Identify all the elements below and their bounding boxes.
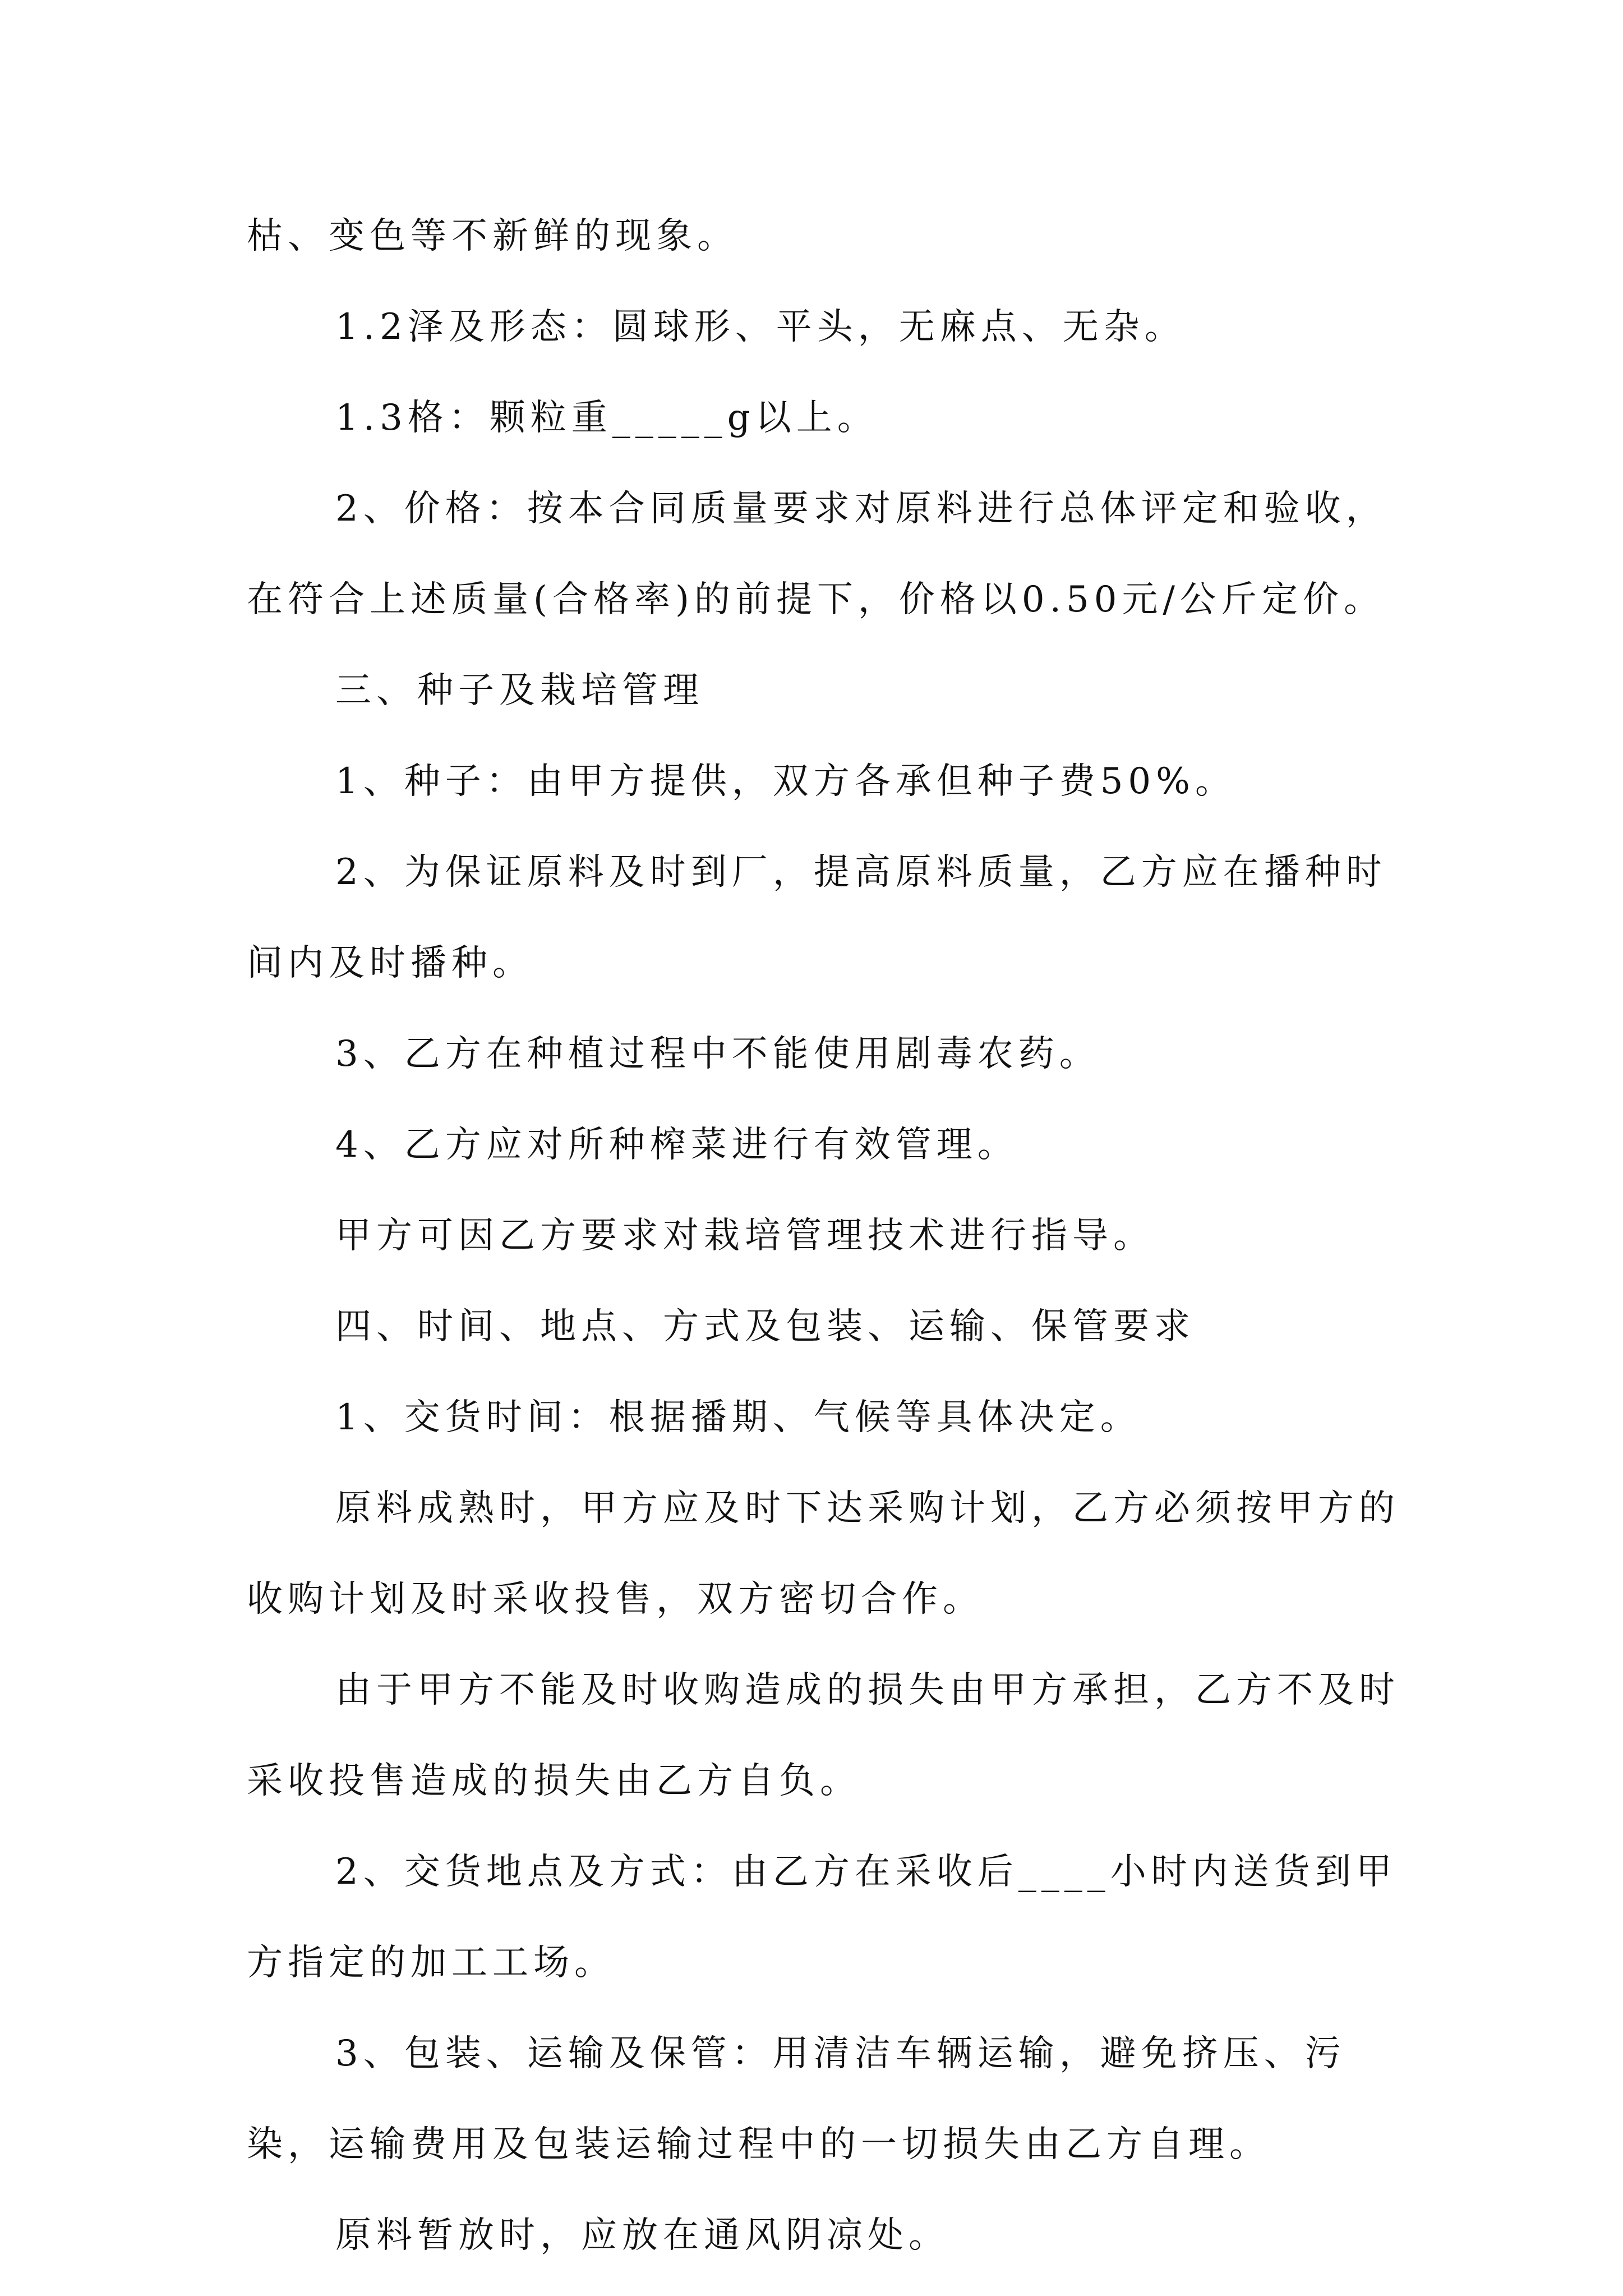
paragraph-8: 3、乙方在种植过程中不能使用剧毒农药。 <box>335 1033 1100 1075</box>
document-body <box>247 191 1402 2281</box>
paragraph-12: 1、交货时间：根据播期、气候等具体决定。 <box>335 1397 1141 1438</box>
paragraph-16: 3、包装、运输及保管：用清洁车辆运输，避免挤压、污染，运输费用及包装运输过程中的一切损失由乙方自理。 <box>247 2033 1346 2165</box>
paragraph-10: 甲方可因乙方要求对栽培管理技术进行指导。 <box>335 1215 1154 1257</box>
paragraph-4: 2、价格：按本合同质量要求对原料进行总体评定和验收，在符合上述质量(合格率)的前提下，价格以0.50元/公斤定价。 <box>247 488 1387 620</box>
paragraph-9: 4、乙方应对所种榨菜进行有效管理。 <box>335 1124 1018 1166</box>
paragraph-1: 枯、变色等不新鲜的现象。 <box>247 215 738 257</box>
paragraph-7: 2、为保证原料及时到厂，提高原料质量，乙方应在播种时间内及时播种。 <box>247 852 1387 984</box>
paragraph-3: 1.3格：颗粒重_____g以上。 <box>335 397 878 439</box>
section-heading-4: 四、时间、地点、方式及包装、运输、保管要求 <box>335 1306 1195 1347</box>
paragraph-13: 原料成熟时，甲方应及时下达采购计划，乙方必须按甲方的收购计划及时采收投售，双方密切合作。 <box>247 1488 1400 1620</box>
paragraph-15: 2、交货地点及方式：由乙方在采收后____小时内送货到甲方指定的加工工场。 <box>247 1851 1397 1984</box>
paragraph-2: 1.2泽及形态：圆球形、平头，无麻点、无杂。 <box>335 306 1186 348</box>
section-heading-3: 三、种子及栽培管理 <box>335 670 704 711</box>
paragraph-17: 原料暂放时，应放在通风阴凉处。 <box>335 2215 949 2256</box>
paragraph-6: 1、种子：由甲方提供，双方各承但种子费50%。 <box>335 761 1236 802</box>
paragraph-14: 由于甲方不能及时收购造成的损失由甲方承担，乙方不及时采收投售造成的损失由乙方自负。 <box>247 1669 1400 1802</box>
